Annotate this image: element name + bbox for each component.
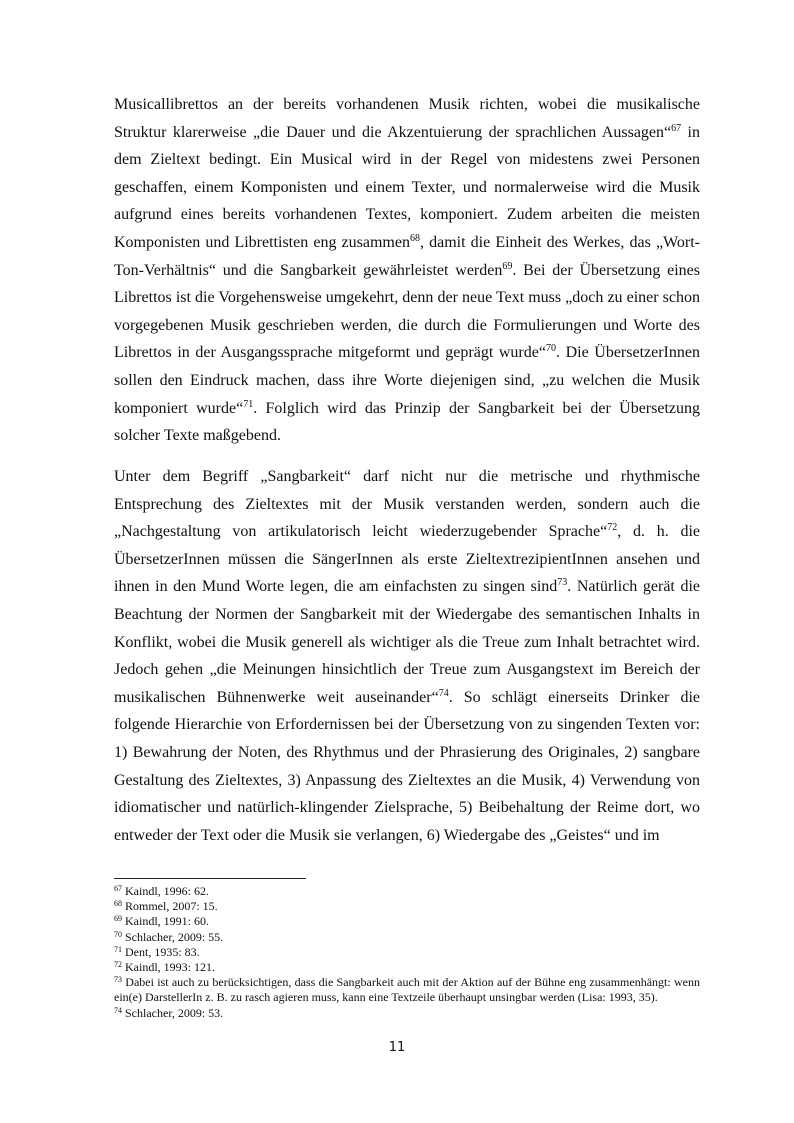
page-number: 11	[388, 1040, 406, 1055]
footnote-ref[interactable]: 69	[502, 260, 513, 272]
footnote-ref[interactable]: 74	[438, 687, 449, 699]
footnote-number: 70	[114, 929, 122, 939]
footnote-number: 74	[114, 1005, 122, 1015]
paragraph-text	[114, 91, 700, 450]
footnote-number: 72	[114, 960, 122, 970]
text-segment: . Natürlich gerät die Beachtung der Normen der Sangbarkeit mit der Wiedergabe des semantischen Inhalts in Konflikt, wobei die Musik generell als wichtiger als die Treue zum Inhalt betrachtet wird. Jedoch gehen „die Meinungen hinsichtlich der Treue zum Ausgangstext im Bereich der musikalischen Bühnenwerke weit auseinander“	[114, 578, 700, 706]
paragraph-text	[114, 463, 700, 849]
text-segment: , d. h. die ÜbersetzerInnen müssen die SängerInnen als erste ZieltextrezipientInnen ansehen und ihnen in den Mund Worte legen, die am einfachsten zu singen sind	[114, 523, 701, 596]
footnote-text: Kaindl, 1991: 60.	[122, 914, 209, 929]
text-segment: . So schlägt einerseits Drinker die folgende Hierarchie von Erfordernissen bei der Übersetzung von zu singenden Texten vor: 1) Bewahrung der Noten, des Rhythmus und der Phrasierung des Originales, 2) sangbare Gestaltung des Zieltextes, 3) Anpassung des Zieltextes an die Musik, 4) Verwendung von idiomatischer und natürlich-klingender Zielsprache, 5) Beibehaltung der Reime dort, wo entweder der Text oder die Musik sie verlangen, 6) Wiedergabe des „Geistes“ und im	[114, 688, 701, 844]
footnote-text: Kaindl, 1996: 62.	[122, 884, 209, 898]
footnote-ref[interactable]: 70	[545, 343, 556, 355]
footnote-ref[interactable]: 68	[409, 232, 420, 244]
text-segment: . Folglich wird das Prinzip der Sangbarkeit bei der Übersetzung solcher Texte maßgebend.	[114, 399, 700, 445]
body-paragraph-2	[114, 463, 700, 849]
footnote-text: Schlacher, 2009: 53.	[122, 1005, 224, 1020]
footnote-number: 73	[114, 975, 122, 985]
text-segment: . Die ÜbersetzerInnen sollen den Eindruck machen, dass ihre Worte diejenigen sind, „zu welchen die Musik komponiert wurde“	[114, 344, 700, 417]
footnote-ref[interactable]: 72	[607, 522, 618, 534]
footnote-text: Kaindl, 1993: 121.	[122, 960, 215, 975]
footnote-item	[114, 975, 700, 1005]
body-paragraph-1	[114, 91, 700, 450]
footnote-text: Rommel, 2007: 15.	[122, 899, 218, 914]
footnote-item	[114, 945, 700, 960]
footnote-ref[interactable]: 73	[557, 577, 568, 589]
footnote-separator	[114, 878, 306, 879]
footnote-item	[114, 930, 700, 945]
text-segment: in dem Zieltext bedingt. Ein Musical wird in der Regel von midestens zwei Personen geschaffen, einem Komponisten und einem Texter, und normalerweise wird die Musik aufgrund eines bereits vorhandenen Textes, komponiert. Zudem arbeiten die meisten Komponisten und Librettisten eng zusammen	[114, 123, 700, 251]
footnote-item	[114, 960, 700, 975]
footnote-number: 69	[114, 914, 122, 924]
footnote-text: Schlacher, 2009: 55.	[122, 929, 224, 944]
footnote-number: 68	[114, 899, 122, 909]
footnote-number: 67	[114, 884, 122, 893]
text-segment: Unter dem Begriff „Sangbarkeit“ darf nicht nur die metrische und rhythmische Entsprechung des Zieltextes mit der Musik verstanden werden, sondern auch die „Nachgestaltung von artikulatorisch leicht wiederzugebender Sprache“	[114, 468, 700, 541]
footnote-text: Dabei ist auch zu berücksichtigen, dass die Sangbarkeit auch mit der Aktion auf der Bühne eng zusammenhängt: wenn ein(e) DarstellerIn z. B. zu rasch agieren muss, kann eine Textzeile überhaupt unsingbar werden (Lisa: 1993, 35).	[114, 975, 700, 1005]
footnote-ref[interactable]: 67	[671, 122, 682, 134]
footnote-item	[114, 1006, 700, 1021]
text-segment: , damit die Einheit des Werkes, das „Wort-Ton-Verhältnis“ und die Sangbarkeit gewährleistet werden	[114, 233, 700, 279]
text-segment: . Bei der Übersetzung eines Librettos ist die Vorgehensweise umgekehrt, denn der neue Text muss „doch zu einer schon vorgegebenen Musik geschrieben werden, die durch die Formulierungen und Worte des Librettos in der Ausgangssprache mitgeformt und geprägt wurde“	[114, 261, 701, 362]
footnote-item	[114, 914, 700, 929]
footnote-text: Dent, 1935: 83.	[122, 944, 200, 959]
footnote-item	[114, 899, 700, 914]
footnotes	[114, 884, 700, 1021]
footnote-number: 71	[114, 944, 122, 954]
footnote-item	[114, 884, 700, 899]
text-segment: Musicallibrettos an der bereits vorhandenen Musik richten, wobei die musikalische Struktur klarerweise „die Dauer und die Akzentuierung der sprachlichen Aussagen“	[114, 96, 700, 141]
footnote-ref[interactable]: 71	[243, 398, 254, 410]
